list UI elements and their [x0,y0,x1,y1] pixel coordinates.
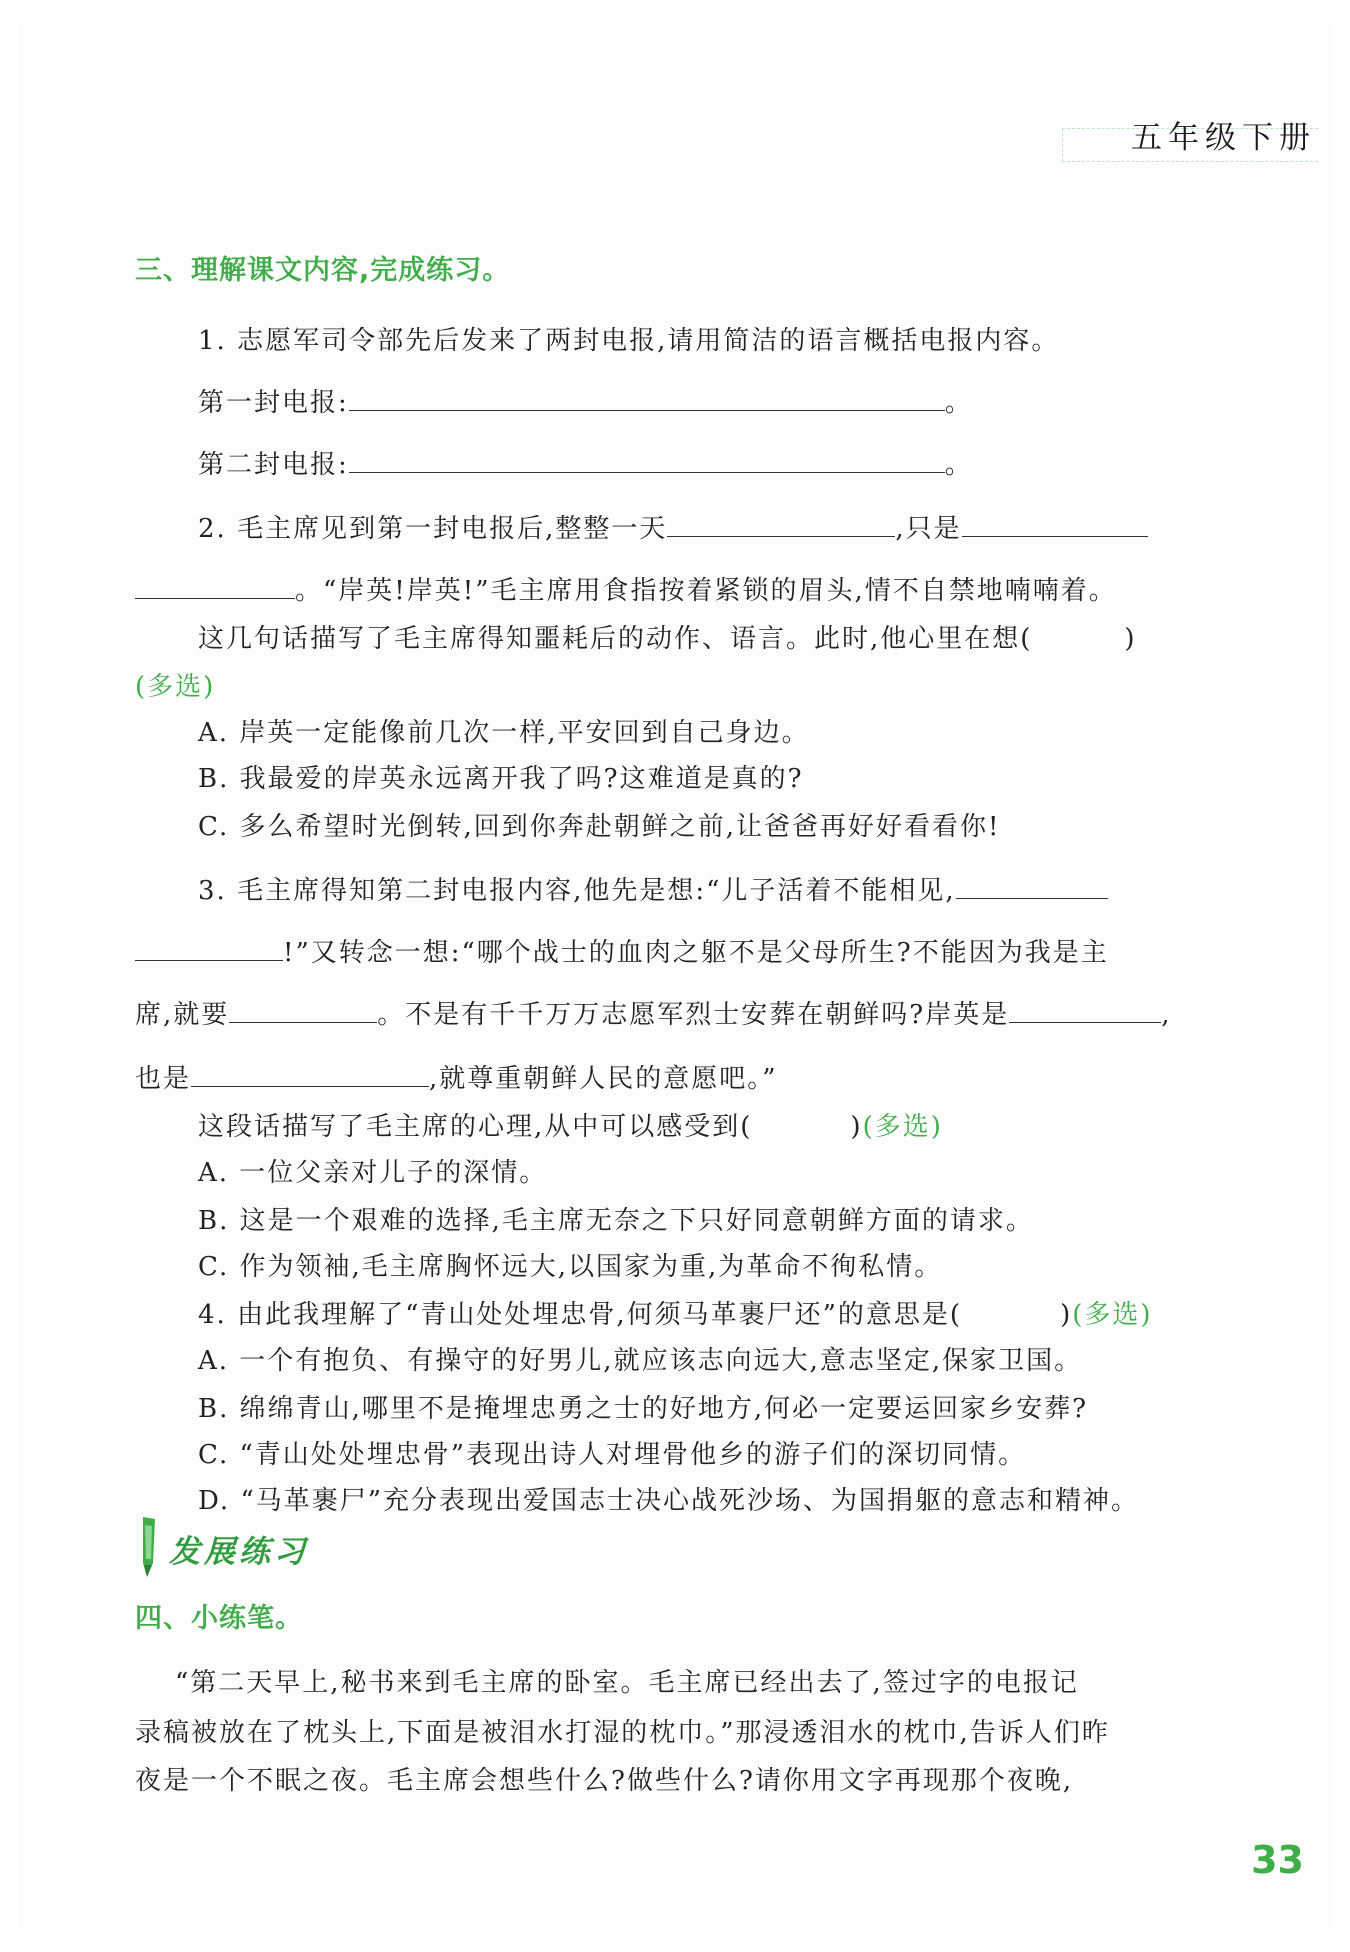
passage-line-1: “第二天早上,秘书来到毛主席的卧室。毛主席已经出去了,签过字的电报记 [175,1668,1079,1698]
question-3-line-3: 席,就要 。不是有千千万万志愿军烈士安葬在朝鲜吗?岸英是 , [135,1000,1172,1030]
page-background [18,18,1332,1934]
grade-label: 五年级下册 [1131,120,1316,156]
answer-line-2[interactable]: 第二封电报: 。 [198,450,973,480]
passage-line-2: 录稿被放在了枕头上,下面是被泪水打湿的枕巾。”那浸透泪水的枕巾,告诉人们昨 [135,1718,1110,1748]
passage-line-3: 夜是一个不眠之夜。毛主席会想些什么?做些什么?请你用文字再现那个夜晚, [135,1766,1074,1796]
option-a[interactable]: A. 岸英一定能像前几次一样,平安回到自己身边。 [198,718,810,748]
option-d[interactable]: D. “马革裹尸”充分表现出爱国志士决心战死沙场、为国捐躯的意志和精神。 [198,1486,1140,1516]
section-4-title: 四、小练笔。 [135,1603,303,1634]
question-3-line-2: !”又转念一想:“哪个战士的血肉之躯不是父母所生?不能因为我是主 [135,932,1109,969]
option-b[interactable]: B. 我最爱的岸英永远离开我了吗?这难道是真的? [198,764,804,794]
question-2-line-1: 2. 毛主席见到第一封电报后,整整一天 ,只是 [198,508,1148,545]
answer-line-1[interactable]: 第一封电报: 。 [198,388,973,418]
pencil-icon [135,1515,161,1581]
development-practice-label: 发展练习 [169,1533,309,1570]
question-2-line-2: 。“岸英!岸英!”毛主席用食指按着紧锁的眉头,情不自禁地喃喃着。 [135,570,1117,607]
question-2-prompt: 这几句话描写了毛主席得知噩耗后的动作、语言。此时,他心里在想( ) [198,624,1137,654]
question-4: 4. 由此我理解了“青山处处埋忠骨,何须马革裹尸还”的意思是( )(多选) [198,1300,1153,1330]
option-a[interactable]: A. 一个有抱负、有操守的好男儿,就应该志向远大,意志坚定,保家卫国。 [198,1346,1083,1376]
page-number: 33 [1251,1838,1304,1882]
option-c[interactable]: C. 多么希望时光倒转,回到你奔赴朝鲜之前,让爸爸再好好看看你! [198,812,1001,842]
question-3-prompt: 这段话描写了毛主席的心理,从中可以感受到( )(多选) [198,1112,943,1142]
question-3-line-1: 3. 毛主席得知第二封电报内容,他先是想:“儿子活着不能相见, [198,870,1108,907]
option-a[interactable]: A. 一位父亲对儿子的深情。 [198,1158,548,1188]
option-c[interactable]: C. “青山处处埋忠骨”表现出诗人对埋骨他乡的游子们的深切同情。 [198,1440,1027,1470]
option-b[interactable]: B. 绵绵青山,哪里不是掩埋忠勇之士的好地方,何必一定要运回家乡安葬? [198,1394,1089,1424]
option-c[interactable]: C. 作为领袖,毛主席胸怀远大,以国家为重,为革命不徇私情。 [198,1252,943,1282]
section-title: 三、理解课文内容,完成练习。 [135,255,511,286]
question-1: 1. 志愿军司令部先后发来了两封电报,请用简洁的语言概括电报内容。 [198,326,1060,356]
multi-select-note: (多选) [135,672,216,702]
development-practice-header [135,1518,309,1578]
question-3-line-4: 也是 ,就尊重朝鲜人民的意愿吧。” [135,1064,778,1094]
option-b[interactable]: B. 这是一个艰难的选择,毛主席无奈之下只好同意朝鲜方面的请求。 [198,1206,1034,1236]
